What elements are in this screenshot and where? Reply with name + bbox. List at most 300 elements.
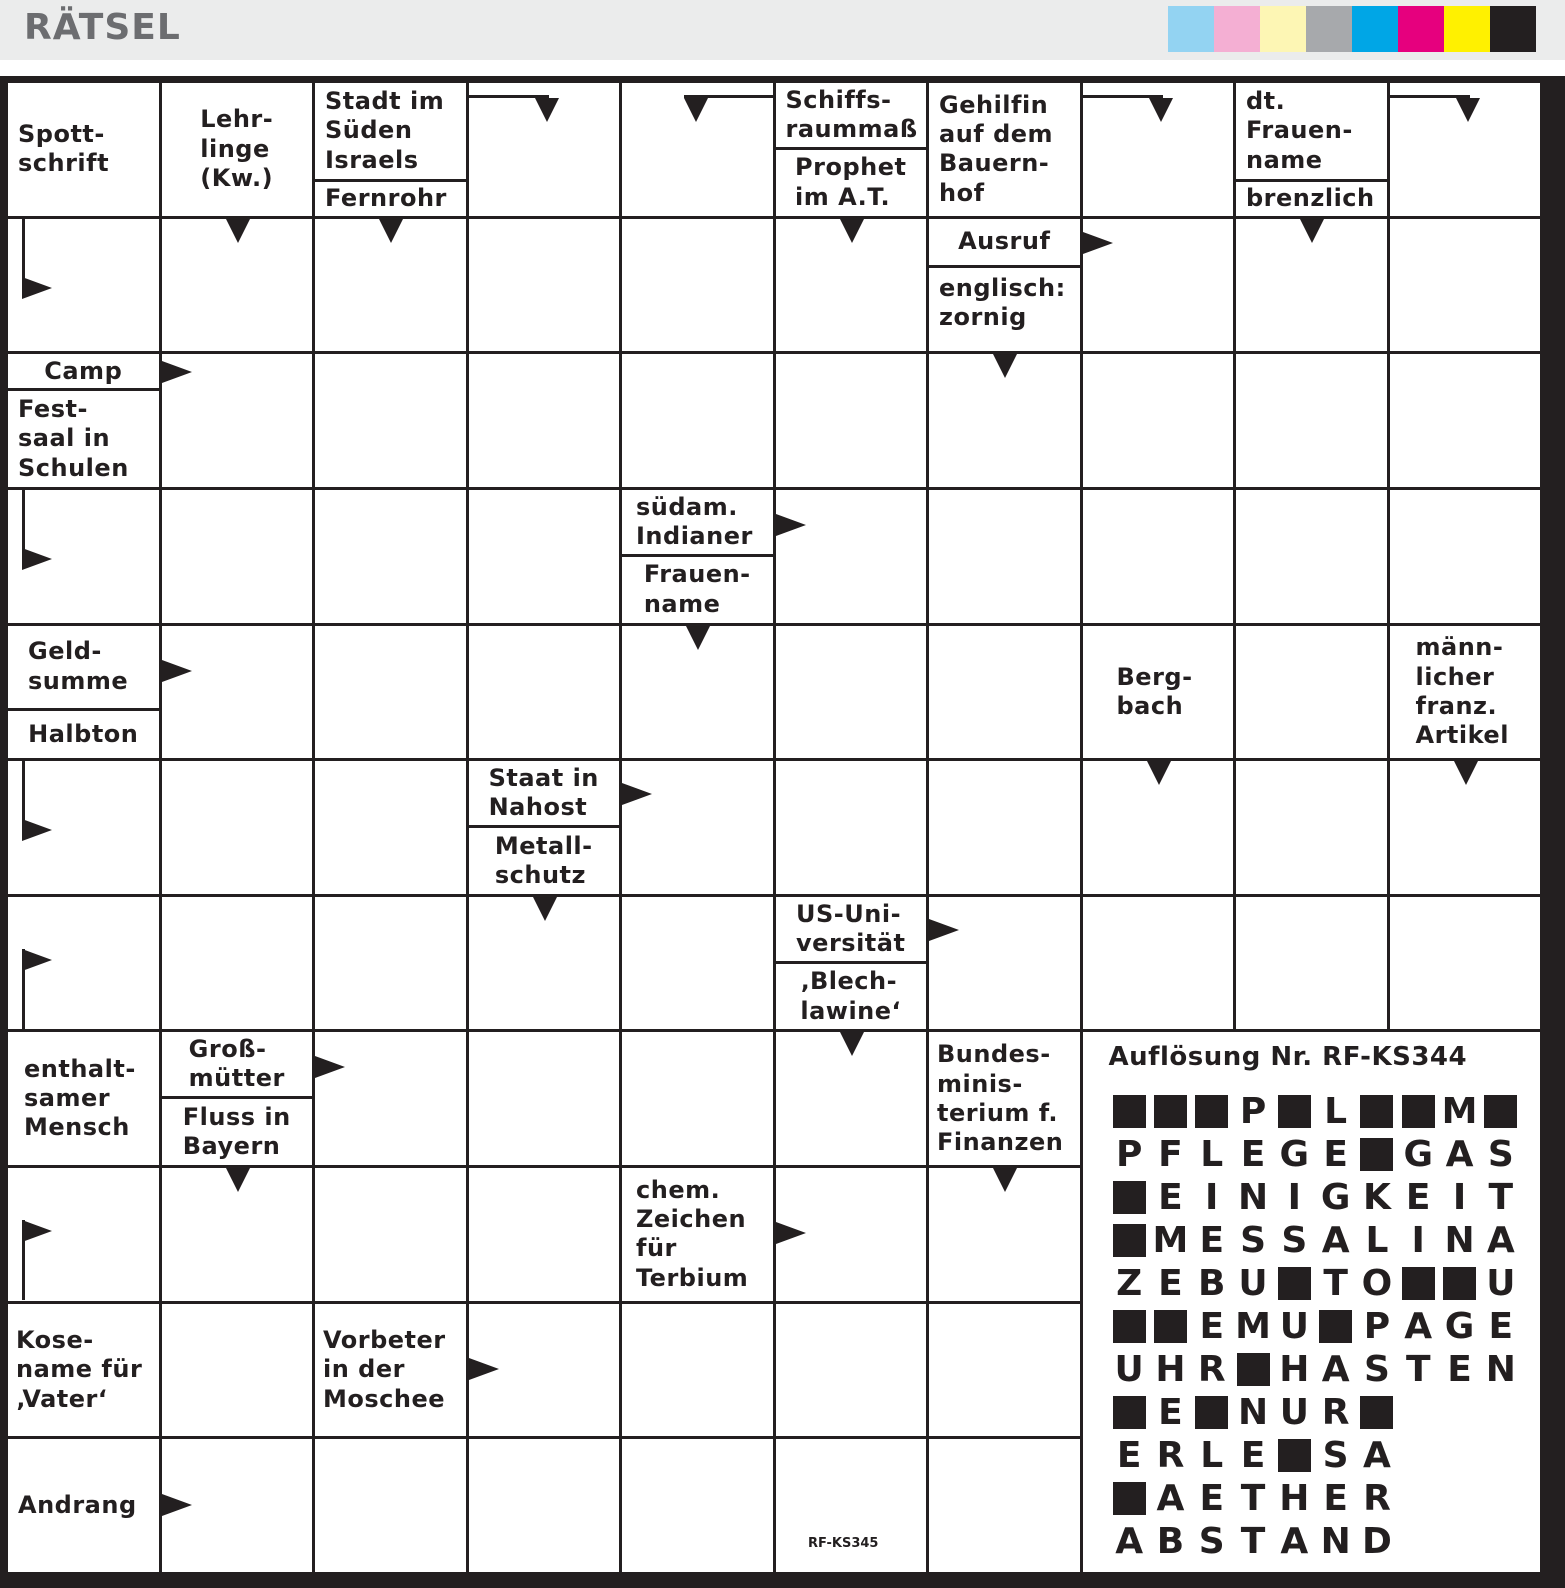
answer-cell[interactable]	[622, 1439, 773, 1572]
arrow-right-icon	[22, 819, 52, 841]
arrow-right-icon	[315, 1056, 345, 1078]
solution-letter: E	[1240, 1435, 1266, 1477]
arrow-down-icon	[993, 1168, 1017, 1192]
solution-letter: A	[1115, 1521, 1144, 1563]
answer-cell[interactable]	[1083, 490, 1234, 623]
clue-cell-split	[622, 490, 773, 623]
answer-cell[interactable]	[776, 354, 927, 487]
solution-letter: H	[1155, 1349, 1186, 1391]
answer-cell[interactable]	[162, 626, 313, 759]
solution-letter: Z	[1116, 1263, 1143, 1305]
puzzle-board	[0, 76, 1565, 1588]
clue-cell-split	[929, 219, 1080, 352]
puzzle-code: RF-KS345	[808, 1536, 879, 1551]
solution-letter: E	[1323, 1478, 1348, 1520]
solution-letter: R	[1321, 1392, 1350, 1434]
clue-cell	[162, 83, 313, 216]
answer-cell[interactable]	[162, 490, 313, 623]
clue-cell-split	[776, 897, 927, 1030]
solution-letter: S	[1322, 1435, 1349, 1477]
clue-text: Berg- bach	[1116, 662, 1193, 720]
arrow-right-icon	[22, 1220, 52, 1242]
solution-letter: L	[1324, 1091, 1348, 1133]
clue-cell	[315, 1304, 466, 1437]
solution-letter: E	[1323, 1134, 1348, 1176]
answer-cell[interactable]	[1390, 761, 1541, 894]
answer-cell[interactable]	[776, 219, 927, 352]
solution-block	[1191, 1391, 1232, 1434]
clue-text: Geld- summe	[8, 626, 159, 711]
header-bar	[0, 0, 1565, 60]
answer-cell[interactable]	[469, 1439, 620, 1572]
color-swatch	[1260, 6, 1306, 52]
answer-cell[interactable]	[622, 897, 773, 1030]
answer-cell[interactable]	[315, 897, 466, 1030]
clue-cell-split	[8, 626, 159, 759]
answer-cell[interactable]	[929, 354, 1080, 487]
solution-letter: F	[1158, 1134, 1183, 1176]
clue-text: Bundes- minis- terium f. Finanzen	[937, 1040, 1064, 1157]
answer-cell[interactable]	[622, 626, 773, 759]
clue-text: US-Uni- versität	[776, 897, 927, 964]
solution-letter: A	[1486, 1220, 1515, 1262]
arrow-down-icon	[686, 626, 710, 650]
solution-letter: E	[1447, 1349, 1472, 1391]
answer-cell[interactable]	[469, 354, 620, 487]
answer-cell[interactable]	[622, 219, 773, 352]
arrow-down-icon	[533, 897, 557, 921]
answer-cell[interactable]	[469, 83, 620, 216]
solution-letter: O	[1361, 1263, 1393, 1305]
solution-letter: B	[1198, 1263, 1226, 1305]
page-title: RÄTSEL	[24, 7, 181, 48]
answer-cell[interactable]	[315, 1032, 466, 1165]
solution-block-fill	[1113, 1310, 1146, 1343]
solution-letter: P	[1115, 1134, 1143, 1176]
solution-letter: H	[1279, 1478, 1310, 1520]
solution-letter: A	[1156, 1478, 1185, 1520]
solution-block	[1439, 1262, 1480, 1305]
answer-cell[interactable]	[8, 897, 159, 1030]
solution-panel	[1083, 1032, 1541, 1572]
solution-letter: N	[1237, 1392, 1269, 1434]
solution-letter: M	[1441, 1091, 1478, 1133]
clue-cell-split	[469, 761, 620, 894]
answer-cell[interactable]	[315, 1439, 466, 1572]
clue-text: Kose- name für ‚Vater‘	[16, 1326, 143, 1413]
clue-cell	[8, 83, 159, 216]
solution-letter: R	[1197, 1349, 1226, 1391]
clue-text: englisch: zornig	[939, 273, 1066, 331]
arrow-down-icon	[993, 354, 1017, 378]
clue-cell	[1390, 626, 1541, 759]
solution-block-fill	[1113, 1181, 1146, 1214]
solution-letter: G	[1320, 1177, 1351, 1219]
answer-cell[interactable]	[776, 1168, 927, 1301]
answer-cell[interactable]	[1083, 83, 1234, 216]
solution-letter: E	[1199, 1306, 1225, 1348]
answer-cell[interactable]	[1236, 897, 1387, 1030]
clue-cell-split	[776, 83, 927, 216]
solution-letter: I	[1205, 1177, 1219, 1219]
answer-cell[interactable]	[162, 219, 313, 352]
answer-cell[interactable]	[622, 761, 773, 894]
solution-letter: R	[1363, 1478, 1391, 1520]
solution-block-fill	[1319, 1310, 1352, 1343]
solution-letter: U	[1279, 1392, 1309, 1434]
clue-text: Stadt im Süden Israels	[315, 83, 466, 182]
arrow-down-icon	[535, 98, 559, 122]
answer-cell[interactable]	[469, 1032, 620, 1165]
solution-block	[1191, 1090, 1232, 1133]
solution-letter: E	[1240, 1134, 1266, 1176]
answer-cell[interactable]	[776, 1439, 927, 1572]
clue-cell	[8, 1439, 159, 1572]
solution-block	[1150, 1305, 1191, 1348]
solution-letter: U	[1486, 1263, 1516, 1305]
solution-block-fill	[1195, 1396, 1228, 1429]
arrow-down-icon	[1454, 761, 1478, 785]
clue-cell	[622, 1168, 773, 1301]
answer-cell[interactable]	[315, 354, 466, 487]
arrow-right-icon	[22, 949, 52, 971]
solution-block	[1398, 1090, 1439, 1133]
solution-letter: D	[1361, 1521, 1392, 1563]
solution-letter: A	[1321, 1220, 1350, 1262]
answer-cell[interactable]	[469, 1168, 620, 1301]
solution-block	[1109, 1176, 1150, 1219]
arrow-right-icon	[776, 514, 806, 536]
answer-cell[interactable]	[8, 761, 159, 894]
answer-cell[interactable]	[929, 626, 1080, 759]
solution-letter: L	[1200, 1134, 1224, 1176]
solution-block-fill	[1278, 1267, 1311, 1300]
answer-cell[interactable]	[622, 1304, 773, 1437]
solution-letter: P	[1239, 1091, 1267, 1133]
answer-cell[interactable]	[1083, 219, 1234, 352]
answer-cell[interactable]	[776, 761, 927, 894]
arrow-down-icon	[1456, 98, 1480, 122]
arrow-right-icon	[776, 1222, 806, 1244]
color-swatch	[1444, 6, 1490, 52]
solution-letter: N	[1320, 1521, 1351, 1563]
solution-block	[1356, 1133, 1397, 1176]
color-swatch	[1490, 6, 1536, 52]
solution-row	[1109, 1219, 1522, 1262]
answer-cell[interactable]	[929, 490, 1080, 623]
answer-cell[interactable]	[1083, 761, 1234, 894]
clue-text: Halbton	[28, 719, 139, 748]
solution-title: Auflösung Nr. RF-KS344	[1108, 1042, 1468, 1073]
clue-text: Groß- mütter	[162, 1032, 313, 1099]
answer-cell[interactable]	[8, 219, 159, 352]
solution-block	[1356, 1090, 1397, 1133]
solution-letter: E	[1199, 1478, 1225, 1520]
clue-cell	[8, 1304, 159, 1437]
solution-letter: B	[1156, 1521, 1185, 1563]
answer-cell[interactable]	[1390, 490, 1541, 623]
solution-row	[1109, 1262, 1522, 1305]
answer-cell[interactable]	[776, 1304, 927, 1437]
solution-block	[1109, 1219, 1150, 1262]
solution-letter: E	[1158, 1263, 1183, 1305]
solution-block-fill	[1113, 1224, 1146, 1257]
solution-row	[1109, 1176, 1522, 1219]
answer-cell[interactable]	[162, 354, 313, 487]
solution-letter: U	[1238, 1263, 1268, 1305]
clue-cell-split	[1236, 83, 1387, 216]
arrow-right-icon	[929, 919, 959, 941]
solution-row	[1109, 1348, 1522, 1391]
clue-cell	[929, 83, 1080, 216]
solution-row	[1109, 1434, 1522, 1477]
solution-letter: U	[1114, 1349, 1144, 1391]
solution-block-fill	[1402, 1095, 1435, 1128]
answer-cell[interactable]	[1390, 354, 1541, 487]
print-color-bar	[1168, 6, 1536, 52]
solution-grid	[1109, 1090, 1522, 1563]
answer-cell[interactable]	[315, 626, 466, 759]
solution-block-fill	[1278, 1095, 1311, 1128]
solution-letter: N	[1237, 1177, 1269, 1219]
arrow-down-icon	[226, 219, 250, 243]
clue-text: dt. Frauen- name	[1236, 83, 1387, 182]
solution-letter: L	[1200, 1435, 1224, 1477]
solution-letter: T	[1323, 1263, 1348, 1305]
arrow-down-icon	[684, 98, 708, 122]
solution-block-fill	[1484, 1095, 1517, 1128]
clue-text: männ- licher franz. Artikel	[1415, 633, 1509, 750]
solution-letter: M	[1152, 1220, 1189, 1262]
answer-cell[interactable]	[162, 1168, 313, 1301]
solution-letter: T	[1488, 1177, 1514, 1219]
solution-letter: N	[1444, 1220, 1475, 1262]
solution-block-fill	[1278, 1439, 1311, 1472]
solution-letter: I	[1287, 1177, 1302, 1219]
clue-text: Spott- schrift	[18, 120, 110, 178]
clue-text: enthalt- samer Mensch	[24, 1054, 136, 1142]
answer-cell[interactable]	[1236, 490, 1387, 623]
solution-block	[1274, 1434, 1315, 1477]
solution-letter: M	[1235, 1306, 1271, 1348]
clue-text: chem. Zeichen für Terbium	[636, 1175, 749, 1292]
answer-cell[interactable]	[1390, 83, 1541, 216]
solution-letter: S	[1487, 1134, 1514, 1176]
solution-letter: P	[1363, 1306, 1391, 1348]
clue-text: Fernrohr	[325, 183, 447, 212]
arrow-down-icon	[1147, 761, 1171, 785]
solution-letter: S	[1198, 1521, 1225, 1563]
answer-cell[interactable]	[315, 1168, 466, 1301]
arrow-right-icon	[469, 1358, 499, 1380]
clue-text: Frauen- name	[643, 560, 751, 618]
answer-cell[interactable]	[929, 1168, 1080, 1301]
solution-letter: A	[1321, 1349, 1350, 1391]
solution-letter: E	[1158, 1392, 1183, 1434]
solution-letter: G	[1279, 1134, 1310, 1176]
arrow-down-icon	[840, 1032, 864, 1056]
solution-letter: E	[1405, 1177, 1431, 1219]
clue-text: südam. Indianer	[622, 490, 773, 557]
solution-block	[1109, 1305, 1150, 1348]
clue-text: Vorbeter in der Moschee	[323, 1326, 446, 1413]
solution-block-fill	[1237, 1353, 1270, 1386]
answer-cell[interactable]	[469, 897, 620, 1030]
answer-cell[interactable]	[622, 354, 773, 487]
solution-block-fill	[1154, 1310, 1187, 1343]
answer-cell[interactable]	[1236, 626, 1387, 759]
solution-block-fill	[1360, 1396, 1393, 1429]
arrow-down-icon	[1300, 219, 1324, 243]
solution-letter: I	[1452, 1177, 1467, 1219]
clue-cell	[1083, 626, 1234, 759]
answer-cell[interactable]	[929, 897, 1080, 1030]
clue-text: Lehr- linge (Kw.)	[200, 105, 274, 192]
solution-block-fill	[1360, 1138, 1393, 1171]
solution-letter: G	[1444, 1306, 1475, 1348]
solution-letter: A	[1404, 1306, 1433, 1348]
solution-block-fill	[1154, 1095, 1187, 1128]
solution-letter: E	[1199, 1220, 1225, 1262]
clue-text: Gehilfin auf dem Bauern- hof	[939, 90, 1054, 207]
solution-row	[1109, 1520, 1522, 1563]
solution-block	[1274, 1262, 1315, 1305]
solution-letter: N	[1485, 1349, 1516, 1391]
solution-block-fill	[1443, 1267, 1476, 1300]
solution-row	[1109, 1305, 1522, 1348]
solution-row	[1109, 1477, 1522, 1520]
arrow-right-icon	[162, 1494, 192, 1516]
solution-letter: E	[1116, 1435, 1142, 1477]
clue-text: Metall- schutz	[494, 831, 593, 889]
clue-text: Fest- saal in Schulen	[18, 395, 129, 482]
answer-cell[interactable]	[162, 1304, 313, 1437]
solution-letter: T	[1240, 1521, 1266, 1563]
arrow-right-icon	[22, 277, 52, 299]
clue-text: Staat in Nahost	[469, 761, 620, 828]
solution-block-fill	[1195, 1095, 1228, 1128]
arrow-down-icon	[379, 219, 403, 243]
answer-cell[interactable]	[162, 1439, 313, 1572]
solution-letter: K	[1362, 1177, 1391, 1219]
solution-block	[1109, 1391, 1150, 1434]
answer-cell[interactable]	[776, 626, 927, 759]
solution-letter: S	[1240, 1220, 1266, 1262]
answer-cell[interactable]	[1390, 219, 1541, 352]
arrow-right-icon	[162, 660, 192, 682]
answer-cell[interactable]	[8, 490, 159, 623]
answer-cell[interactable]	[929, 761, 1080, 894]
solution-letter: A	[1362, 1435, 1391, 1477]
color-swatch	[1352, 6, 1398, 52]
solution-letter: A	[1445, 1134, 1474, 1176]
answer-cell[interactable]	[1083, 354, 1234, 487]
solution-block-fill	[1113, 1095, 1146, 1128]
clue-text: Schiffs- raummaß	[776, 83, 927, 150]
arrow-right-icon	[622, 783, 652, 805]
answer-cell[interactable]	[315, 219, 466, 352]
answer-cell[interactable]	[622, 1032, 773, 1165]
color-swatch	[1398, 6, 1444, 52]
answer-cell[interactable]	[1083, 897, 1234, 1030]
arrow-right-icon	[162, 361, 192, 383]
answer-cell[interactable]	[1390, 897, 1541, 1030]
crossword-grid	[8, 83, 1540, 1572]
solution-row	[1109, 1090, 1522, 1133]
answer-cell[interactable]	[469, 1304, 620, 1437]
color-swatch	[1214, 6, 1260, 52]
solution-block-fill	[1360, 1095, 1393, 1128]
answer-cell[interactable]	[162, 761, 313, 894]
solution-block-fill	[1113, 1482, 1146, 1515]
answer-cell[interactable]	[469, 626, 620, 759]
answer-cell[interactable]	[315, 761, 466, 894]
answer-cell[interactable]	[622, 83, 773, 216]
clue-cell	[929, 1032, 1080, 1165]
answer-cell[interactable]	[315, 490, 466, 623]
answer-cell[interactable]	[469, 490, 620, 623]
solution-row	[1109, 1391, 1522, 1434]
solution-block	[1109, 1477, 1150, 1520]
answer-cell[interactable]	[929, 1304, 1080, 1437]
solution-letter: I	[1411, 1220, 1425, 1262]
solution-letter: S	[1281, 1220, 1308, 1262]
solution-letter: S	[1363, 1349, 1390, 1391]
solution-letter: E	[1158, 1177, 1183, 1219]
answer-cell[interactable]	[162, 897, 313, 1030]
arrow-down-icon	[226, 1168, 250, 1192]
solution-block	[1274, 1090, 1315, 1133]
solution-letter: T	[1240, 1478, 1266, 1520]
solution-letter: A	[1280, 1521, 1309, 1563]
solution-letter: E	[1488, 1306, 1514, 1348]
arrow-down-icon	[840, 219, 864, 243]
solution-letter: G	[1403, 1134, 1433, 1176]
answer-cell[interactable]	[469, 219, 620, 352]
answer-cell[interactable]	[776, 1032, 927, 1165]
solution-block	[1480, 1090, 1521, 1133]
solution-block	[1315, 1305, 1356, 1348]
solution-block	[1150, 1090, 1191, 1133]
clue-cell-split	[315, 83, 466, 216]
solution-block	[1109, 1090, 1150, 1133]
solution-letter: L	[1365, 1220, 1389, 1262]
answer-cell[interactable]	[1236, 761, 1387, 894]
solution-block-fill	[1402, 1267, 1435, 1300]
solution-block	[1356, 1391, 1397, 1434]
clue-text: Prophet im A.T.	[795, 153, 907, 211]
answer-cell[interactable]	[776, 490, 927, 623]
answer-cell[interactable]	[1236, 219, 1387, 352]
clue-text: brenzlich	[1246, 183, 1375, 212]
solution-block	[1232, 1348, 1273, 1391]
answer-cell[interactable]	[8, 1168, 159, 1301]
answer-cell[interactable]	[929, 1439, 1080, 1572]
clue-cell	[8, 1032, 159, 1165]
color-swatch	[1168, 6, 1214, 52]
solution-letter: R	[1156, 1435, 1185, 1477]
clue-text: Ausruf	[929, 219, 1080, 268]
arrow-down-icon	[1149, 98, 1173, 122]
solution-row	[1109, 1133, 1522, 1176]
clue-text: Fluss in Bayern	[182, 1103, 291, 1161]
clue-text: Andrang	[18, 1491, 137, 1520]
clue-cell-split	[162, 1032, 313, 1165]
solution-block-fill	[1113, 1396, 1146, 1429]
clue-text: ‚Blech- lawine‘	[800, 967, 902, 1025]
solution-letter: U	[1279, 1306, 1309, 1348]
answer-cell[interactable]	[1236, 354, 1387, 487]
